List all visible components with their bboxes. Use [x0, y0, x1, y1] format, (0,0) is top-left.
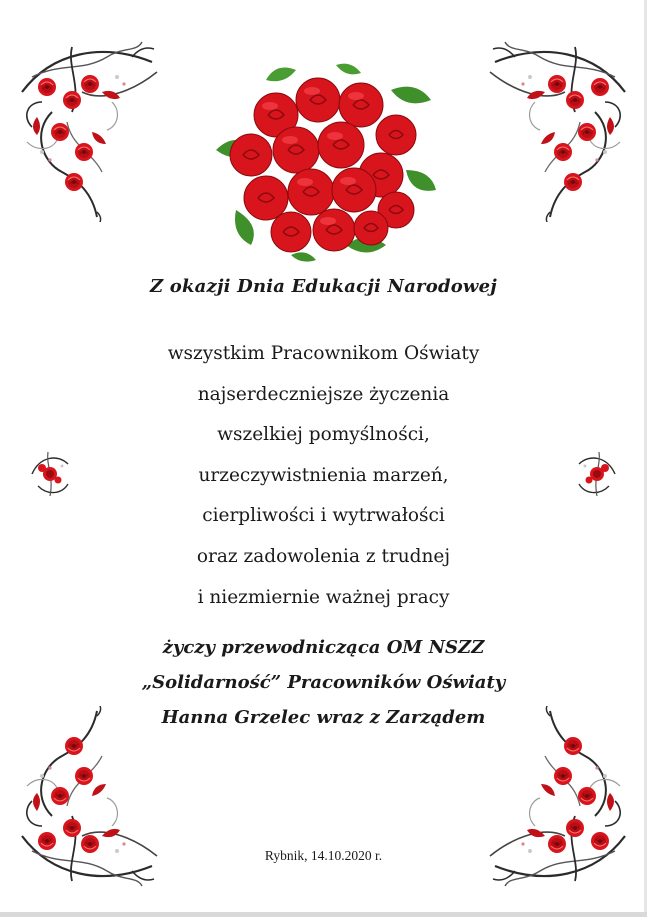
- rose-bouquet-icon: [206, 60, 442, 266]
- wishes-line: wszystkim Pracownikom Oświaty: [167, 343, 480, 364]
- signature-line: życzy przewodnicząca OM NSZZ: [162, 637, 485, 658]
- corner-ornament-top-right-icon: [485, 32, 635, 222]
- signature-line: Hanna Grzelec wraz z Zarządem: [161, 707, 486, 728]
- corner-ornament-top-left-icon: [12, 32, 162, 222]
- place-date: Rybnik, 14.10.2020 r.: [264, 848, 383, 863]
- signature-block: [0, 630, 647, 735]
- greeting-heading: Z okazji Dnia Edukacji Narodowej: [149, 276, 497, 297]
- wishes-line: i niezmiernie ważnej pracy: [197, 586, 450, 608]
- wishes-text: [0, 334, 647, 618]
- page-bottom-edge: [0, 912, 647, 917]
- wishes-line: wszelkiej pomyślności,: [217, 424, 430, 446]
- signature-line: „Solidarność” Pracowników Oświaty: [141, 672, 506, 693]
- wishes-line: oraz zadowolenia z trudnej: [196, 545, 451, 567]
- wishes-line: najserdeczniejsze życzenia: [197, 383, 450, 405]
- wishes-line: urzeczywistnienia marzeń,: [198, 464, 449, 486]
- wishes-line: cierpliwości i wytrwałości: [202, 505, 445, 527]
